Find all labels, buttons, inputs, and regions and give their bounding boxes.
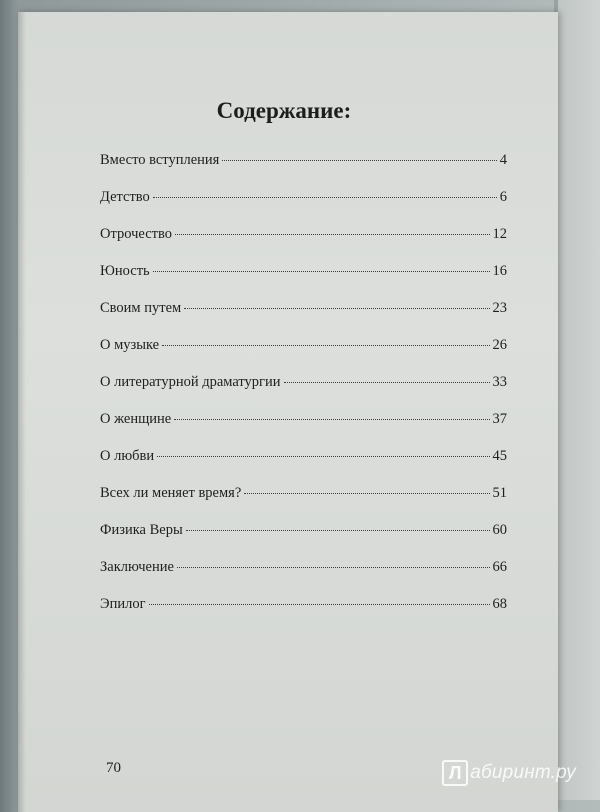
toc-row bbox=[100, 337, 507, 374]
table-of-contents bbox=[100, 152, 507, 633]
toc-label: Заключение bbox=[100, 559, 174, 575]
toc-page: 51 bbox=[492, 485, 507, 501]
toc-label: Своим путем bbox=[100, 300, 182, 316]
labirint-watermark bbox=[442, 760, 576, 786]
toc-leader bbox=[284, 382, 490, 383]
toc-label: О музыке bbox=[100, 337, 160, 353]
toc-leader bbox=[149, 604, 490, 605]
toc-row bbox=[100, 596, 507, 633]
toc-page: 33 bbox=[492, 374, 507, 390]
toc-page: 66 bbox=[492, 559, 507, 575]
page-title: Содержание: bbox=[216, 98, 352, 123]
toc-row bbox=[100, 485, 507, 522]
toc-page: 68 bbox=[492, 596, 507, 612]
toc-leader bbox=[222, 160, 496, 161]
toc-page: 6 bbox=[499, 189, 507, 205]
toc-row bbox=[100, 189, 507, 226]
toc-row bbox=[100, 300, 507, 337]
toc-label: Детство bbox=[100, 189, 150, 205]
toc-label: Физика Веры bbox=[100, 522, 183, 538]
toc-label: Всех ли меняет время? bbox=[100, 485, 242, 501]
toc-page: 23 bbox=[492, 300, 507, 316]
toc-leader bbox=[177, 567, 490, 568]
toc-label: Юность bbox=[100, 263, 150, 279]
toc-page: 45 bbox=[492, 448, 507, 464]
toc-label: О женщине bbox=[100, 411, 172, 427]
labirint-logo-icon: Л bbox=[442, 760, 468, 786]
toc-row bbox=[100, 411, 507, 448]
book-page bbox=[18, 12, 558, 812]
page-number: 70 bbox=[106, 760, 121, 776]
toc-leader bbox=[153, 271, 490, 272]
watermark-text: абиринт.ру bbox=[470, 762, 576, 783]
toc-row bbox=[100, 226, 507, 263]
toc-leader bbox=[175, 234, 490, 235]
toc-page: 60 bbox=[492, 522, 507, 538]
next-page bbox=[556, 0, 600, 800]
toc-page: 12 bbox=[492, 226, 507, 242]
toc-label: Эпилог bbox=[100, 596, 146, 612]
toc-leader bbox=[153, 197, 497, 198]
toc-row bbox=[100, 448, 507, 485]
toc-leader bbox=[186, 530, 490, 531]
toc-page: 4 bbox=[499, 152, 507, 168]
spine-shadow bbox=[18, 12, 26, 812]
toc-leader bbox=[244, 493, 489, 494]
toc-leader bbox=[174, 419, 489, 420]
toc-leader bbox=[157, 456, 489, 457]
toc-label: Отрочество bbox=[100, 226, 172, 242]
toc-leader bbox=[184, 308, 489, 309]
toc-row bbox=[100, 559, 507, 596]
toc-row bbox=[100, 374, 507, 411]
toc-label: Вместо вступления bbox=[100, 152, 220, 168]
toc-page: 16 bbox=[492, 263, 507, 279]
toc-row bbox=[100, 152, 507, 189]
toc-label: О любви bbox=[100, 448, 155, 464]
toc-leader bbox=[162, 345, 489, 346]
toc-label: О литературной драматургии bbox=[100, 374, 281, 390]
toc-row bbox=[100, 522, 507, 559]
toc-row bbox=[100, 263, 507, 300]
toc-page: 26 bbox=[492, 337, 507, 353]
toc-page: 37 bbox=[492, 411, 507, 427]
